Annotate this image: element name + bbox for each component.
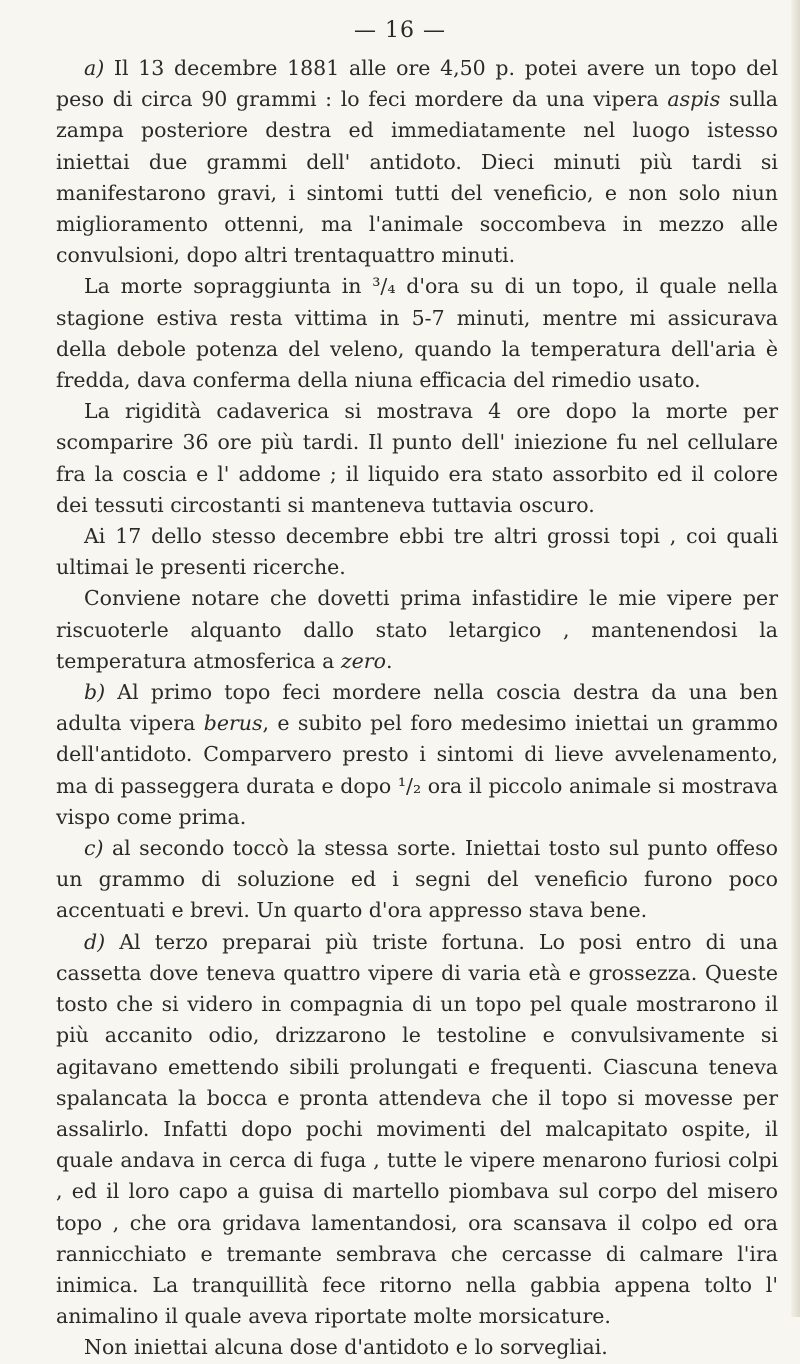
paragraph bbox=[56, 583, 778, 677]
paragraph-text: Ai 17 dello stesso decembre ebbi tre altri grossi topi , coi quali ultimai le presenti ricerche. bbox=[56, 524, 778, 580]
species-name: berus bbox=[203, 711, 263, 736]
paragraph bbox=[56, 521, 778, 583]
paragraph-d bbox=[56, 927, 778, 1333]
paragraph-text: , e subito pel foro medesimo iniettai un grammo dell'antidoto. Comparvero presto i sintomi di lieve avvelenamento, ma di passeggera durata e dopo ¹/₂ ora il piccolo animale si mostrava vispo come prima. bbox=[56, 711, 778, 829]
item-letter: c) bbox=[84, 836, 104, 861]
item-letter: a) bbox=[84, 56, 105, 80]
paragraph-c bbox=[56, 833, 778, 927]
paragraph-text: Non iniettai alcuna dose d'antidoto e lo sorvegliai. bbox=[84, 1335, 608, 1360]
paragraph-text: sulla zampa posteriore destra ed immediatamente nel luogo istesso iniettai due grammi dell' antidoto. Dieci minuti più tardi si manifestarono gravi, i sintomi tutti del veneficio, e non solo niun miglioramento ottenni, ma l'animale soccombeva in mezzo alle convulsioni, dopo altri trentaquattro minuti. bbox=[56, 87, 778, 268]
body-text bbox=[56, 53, 778, 1364]
paragraph-a bbox=[56, 53, 778, 271]
paragraph-text: La morte sopraggiunta in ³/₄ d'ora su di un topo, il quale nella stagione estiva resta vittima in 5-7 minuti, mentre mi assicurava della debole potenza del veleno, quando la temperatura dell'aria è fredda, dava conferma della niuna efficacia del rimedio usato. bbox=[56, 274, 778, 393]
page-number: — 16 — bbox=[354, 18, 446, 43]
paragraph-text: La rigidità cadaverica si mostrava 4 ore dopo la morte per scomparire 36 ore più tardi. Il punto dell' iniezione fu nel cellulare fra la coscia e l' addome ; il liquido era stato assorbito ed il colore dei tessuti circostanti si manteneva tuttavia oscuro. bbox=[56, 399, 778, 517]
species-name: aspis bbox=[667, 87, 721, 112]
item-letter: d) bbox=[84, 929, 106, 954]
paragraph bbox=[56, 396, 778, 521]
paragraph-b bbox=[56, 677, 778, 833]
paragraph-text: Il 13 decembre 1881 alle ore 4,50 p. potei avere un topo del peso di circa 90 grammi : lo feci mordere da una vipera bbox=[56, 56, 778, 112]
paragraph bbox=[56, 271, 778, 396]
paragraph-text: Conviene notare che dovetti prima infastidire le mie vipere per riscuoterle alquanto dallo stato letargico , mantenendosi la temperatura atmosferica a bbox=[56, 586, 778, 673]
paragraph-text: al secondo toccò la stessa sorte. Iniettai tosto sul punto offeso un grammo di soluzione ed i segni del veneficio furono poco accentuati e brevi. Un quarto d'ora appresso stava bene. bbox=[56, 836, 778, 923]
paragraph-text: Al terzo preparai più triste fortuna. Lo posi entro di una cassetta dove teneva quattro vipere di varia età e grossezza. Queste tosto che si videro in compagnia di un topo pel quale mostrarono il più accanito odio, drizzarono le testoline e convulsivamente si agitavano emettendo sibili prolungati e frequenti. Ciascuna teneva spalancata la bocca e pronta attendeva che il topo si movesse per assalirlo. Infatti dopo pochi movimenti del malcapitato ospite, il quale andava in cerca di fuga , tutte le vipere menarono furiosi colpi , ed il loro capo a guisa di martello piombava sul corpo del misero topo , che ora gridava lamentandosi, ora scansava il colpo ed ora rannicchiato e tremante sembrava che cercasse di calmare l'ira inimica. La tranquillità fece ritorno nella gabbia appena tolto l' animalino il quale aveva riportate molte morsicature. bbox=[56, 929, 778, 1329]
paragraph-text: Al primo topo feci mordere nella coscia destra da una ben adulta vipera bbox=[56, 680, 778, 736]
page-edge-shadow bbox=[791, 0, 800, 1317]
paragraph bbox=[56, 1332, 778, 1363]
emphasis-text: zero bbox=[340, 648, 386, 673]
paragraph-text: . bbox=[385, 648, 393, 673]
item-letter: b) bbox=[84, 680, 106, 705]
